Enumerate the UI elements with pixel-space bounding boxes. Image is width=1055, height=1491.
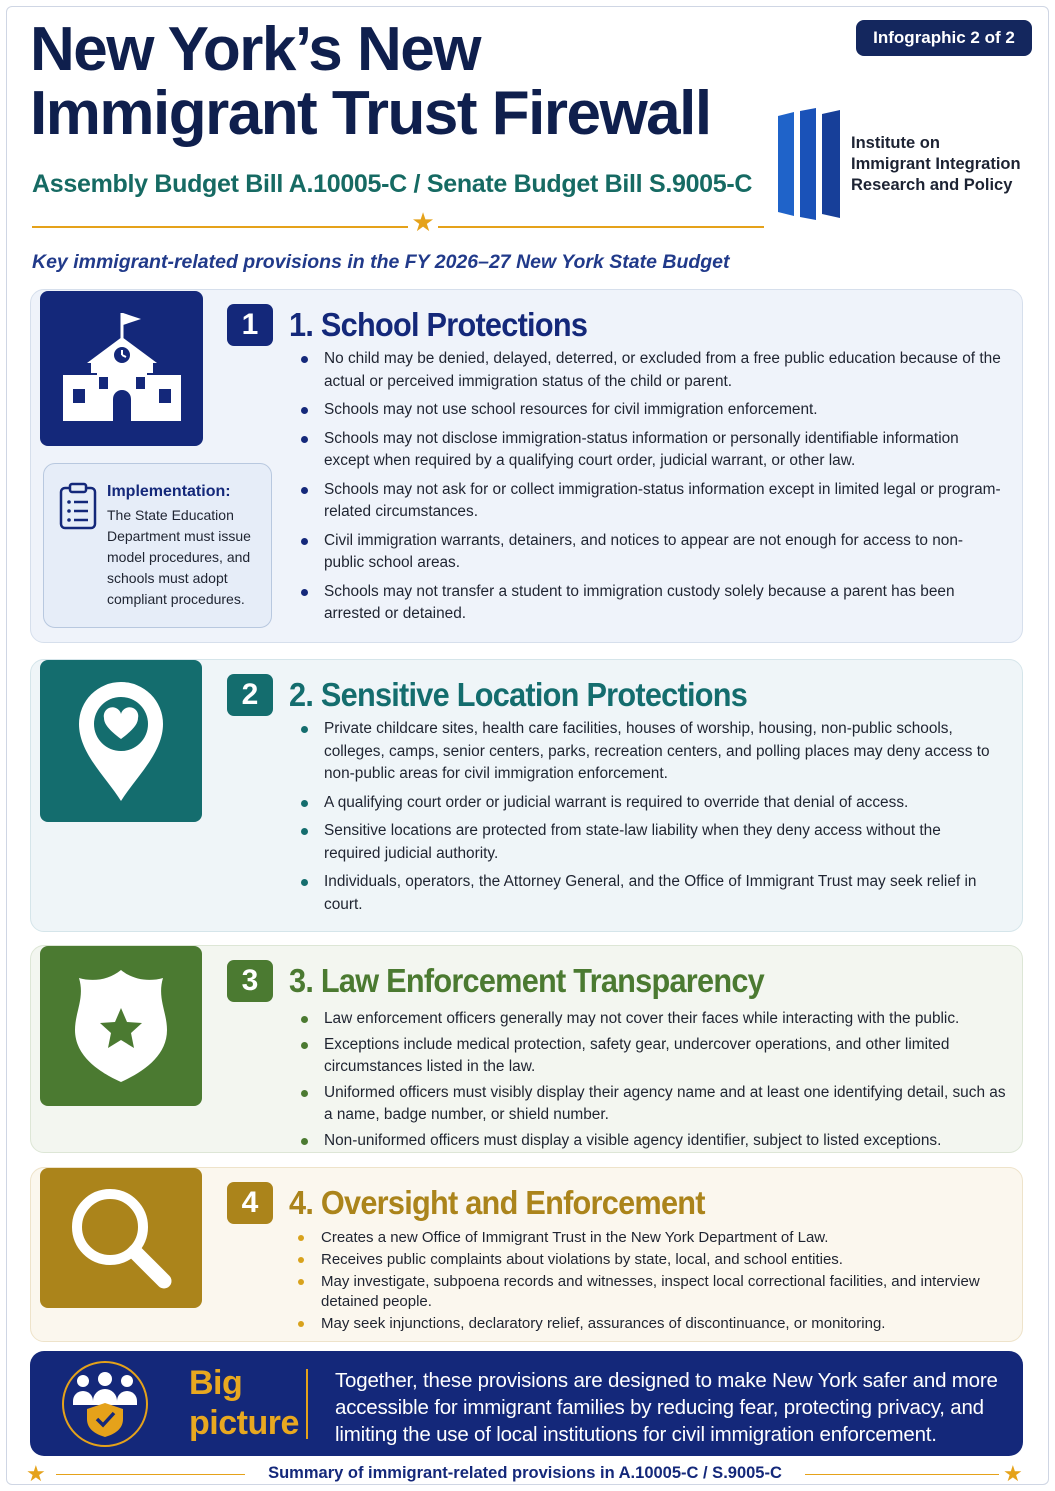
list-item: Creates a new Office of Immigrant Trust in the New York Department of Law. xyxy=(298,1228,1008,1248)
tagline: Key immigrant-related provisions in the FY 2026–27 New York State Budget xyxy=(32,251,730,273)
big-picture-banner xyxy=(30,1351,1023,1456)
school-protections-list xyxy=(301,348,1001,632)
list-item: Law enforcement officers generally may not cover their faces while interacting with the public. xyxy=(301,1008,1011,1031)
section-title-sensitive-locations: 2. Sensitive Location Protections xyxy=(289,676,748,713)
list-item: Schools may not disclose immigration-status information or personally identifiable information except when required by a qualifying court order, judicial warrant, or other law. xyxy=(301,428,1001,473)
section-number-4: 4 xyxy=(227,1182,273,1224)
section-sensitive-locations xyxy=(30,659,1023,932)
star-icon: ★ xyxy=(26,1461,46,1486)
list-item: A qualifying court order or judicial warrant is required to override that denial of access. xyxy=(301,792,1001,815)
infographic-badge: Infographic 2 of 2 xyxy=(856,20,1032,56)
title-line-2: Immigrant Trust Firewall xyxy=(30,79,711,148)
section-number-2: 2 xyxy=(227,674,273,716)
section-number-3: 3 xyxy=(227,960,273,1002)
section-oversight-enforcement xyxy=(30,1167,1023,1342)
school-icon xyxy=(57,309,187,429)
list-item: Individuals, operators, the Attorney General, and the Office of Immigrant Trust may seek relief in court. xyxy=(301,871,1001,916)
footer-text: Summary of immigrant-related provisions in A.10005-C / S.9005-C xyxy=(245,1464,805,1483)
list-item: Uniformed officers must visibly display their agency name and at least one identifying detail, such as a name, badge number, or shield number. xyxy=(301,1082,1011,1127)
badge-star-icon xyxy=(71,968,171,1084)
law-enforcement-list xyxy=(301,1008,1011,1155)
big-picture-divider xyxy=(306,1369,308,1439)
list-item: Civil immigration warrants, detainers, and notices to appear are not enough for access to non-public school areas. xyxy=(301,530,1001,575)
sensitive-locations-list xyxy=(301,718,1001,922)
location-icon-tile xyxy=(40,660,202,822)
section-title-school-protections: 1. School Protections xyxy=(289,306,588,343)
institute-name: Institute on Immigrant Integration Research and Policy xyxy=(851,134,1021,194)
school-icon-tile xyxy=(40,291,203,446)
location-heart-icon xyxy=(76,679,166,803)
section-title-law-enforcement: 3. Law Enforcement Transparency xyxy=(289,962,764,999)
clipboard-icon xyxy=(58,482,98,530)
list-item: May seek injunctions, declaratory relief, assurances of discontinuance, or monitoring. xyxy=(298,1314,1008,1334)
section-1-heading xyxy=(227,304,610,346)
big-picture-label: Big picture xyxy=(189,1364,299,1442)
star-icon: ★ xyxy=(1003,1461,1023,1486)
section-4-heading xyxy=(227,1182,736,1224)
list-item: No child may be denied, delayed, deterred, or excluded from a free public education because of the actual or perceived immigration status of the child or parent. xyxy=(301,348,1001,393)
star-icon: ★ xyxy=(408,207,438,237)
implementation-callout xyxy=(43,463,272,628)
list-item: May investigate, subpoena records and witnesses, inspect local correctional facilities, and interview detained people. xyxy=(298,1272,1008,1312)
section-title-oversight: 4. Oversight and Enforcement xyxy=(289,1184,705,1221)
section-law-enforcement-transparency xyxy=(30,945,1023,1153)
magnifier-icon xyxy=(66,1183,176,1293)
badge-icon-tile xyxy=(40,946,202,1106)
list-item: Sensitive locations are protected from state-law liability when they deny access without the required judicial authority. xyxy=(301,820,1001,865)
title-line-1: New York’s New xyxy=(30,15,480,84)
oversight-list xyxy=(298,1228,1008,1336)
section-2-heading xyxy=(227,674,782,716)
list-item: Schools may not transfer a student to immigration custody solely because a parent has been arrested or detained. xyxy=(301,581,1001,626)
section-3-heading xyxy=(227,960,800,1002)
magnifier-icon-tile xyxy=(40,1168,202,1308)
list-item: Schools may not ask for or collect immigration-status information except in limited legal or program-related circumstances. xyxy=(301,479,1001,524)
page-subtitle: Assembly Budget Bill A.10005-C / Senate Budget Bill S.9005-C xyxy=(32,170,753,198)
implementation-text: The State Education Department must issue model procedures, and schools must adopt compliant procedures. xyxy=(107,507,251,607)
list-item: Private childcare sites, health care facilities, houses of worship, housing, non-public schools, colleges, camps, senior centers, parks, recreation centers, and polling places may deny access to non-public areas for civil immigration enforcement. xyxy=(301,718,1001,786)
community-shield-icon xyxy=(69,1371,141,1437)
section-number-1: 1 xyxy=(227,304,273,346)
list-item: Receives public complaints about violations by state, local, and school entities. xyxy=(298,1250,1008,1270)
section-school-protections xyxy=(30,289,1023,643)
big-picture-icon-ring xyxy=(62,1361,148,1447)
implementation-heading: Implementation: xyxy=(107,483,231,500)
title-divider xyxy=(32,226,764,228)
institute-logo-icon xyxy=(778,108,840,220)
list-item: Schools may not use school resources for civil immigration enforcement. xyxy=(301,399,1001,422)
big-picture-text: Together, these provisions are designed to make New York safer and more accessible for immigrant families by reducing fear, protecting privacy, and limiting the use of local institutions for civil immigration enforcement. xyxy=(335,1369,998,1446)
list-item: Non-uniformed officers must display a visible agency identifier, subject to listed exceptions. xyxy=(301,1130,1011,1153)
list-item: Exceptions include medical protection, safety gear, undercover operations, and other limited circumstances listed in the law. xyxy=(301,1034,1011,1079)
page-title xyxy=(30,15,770,148)
